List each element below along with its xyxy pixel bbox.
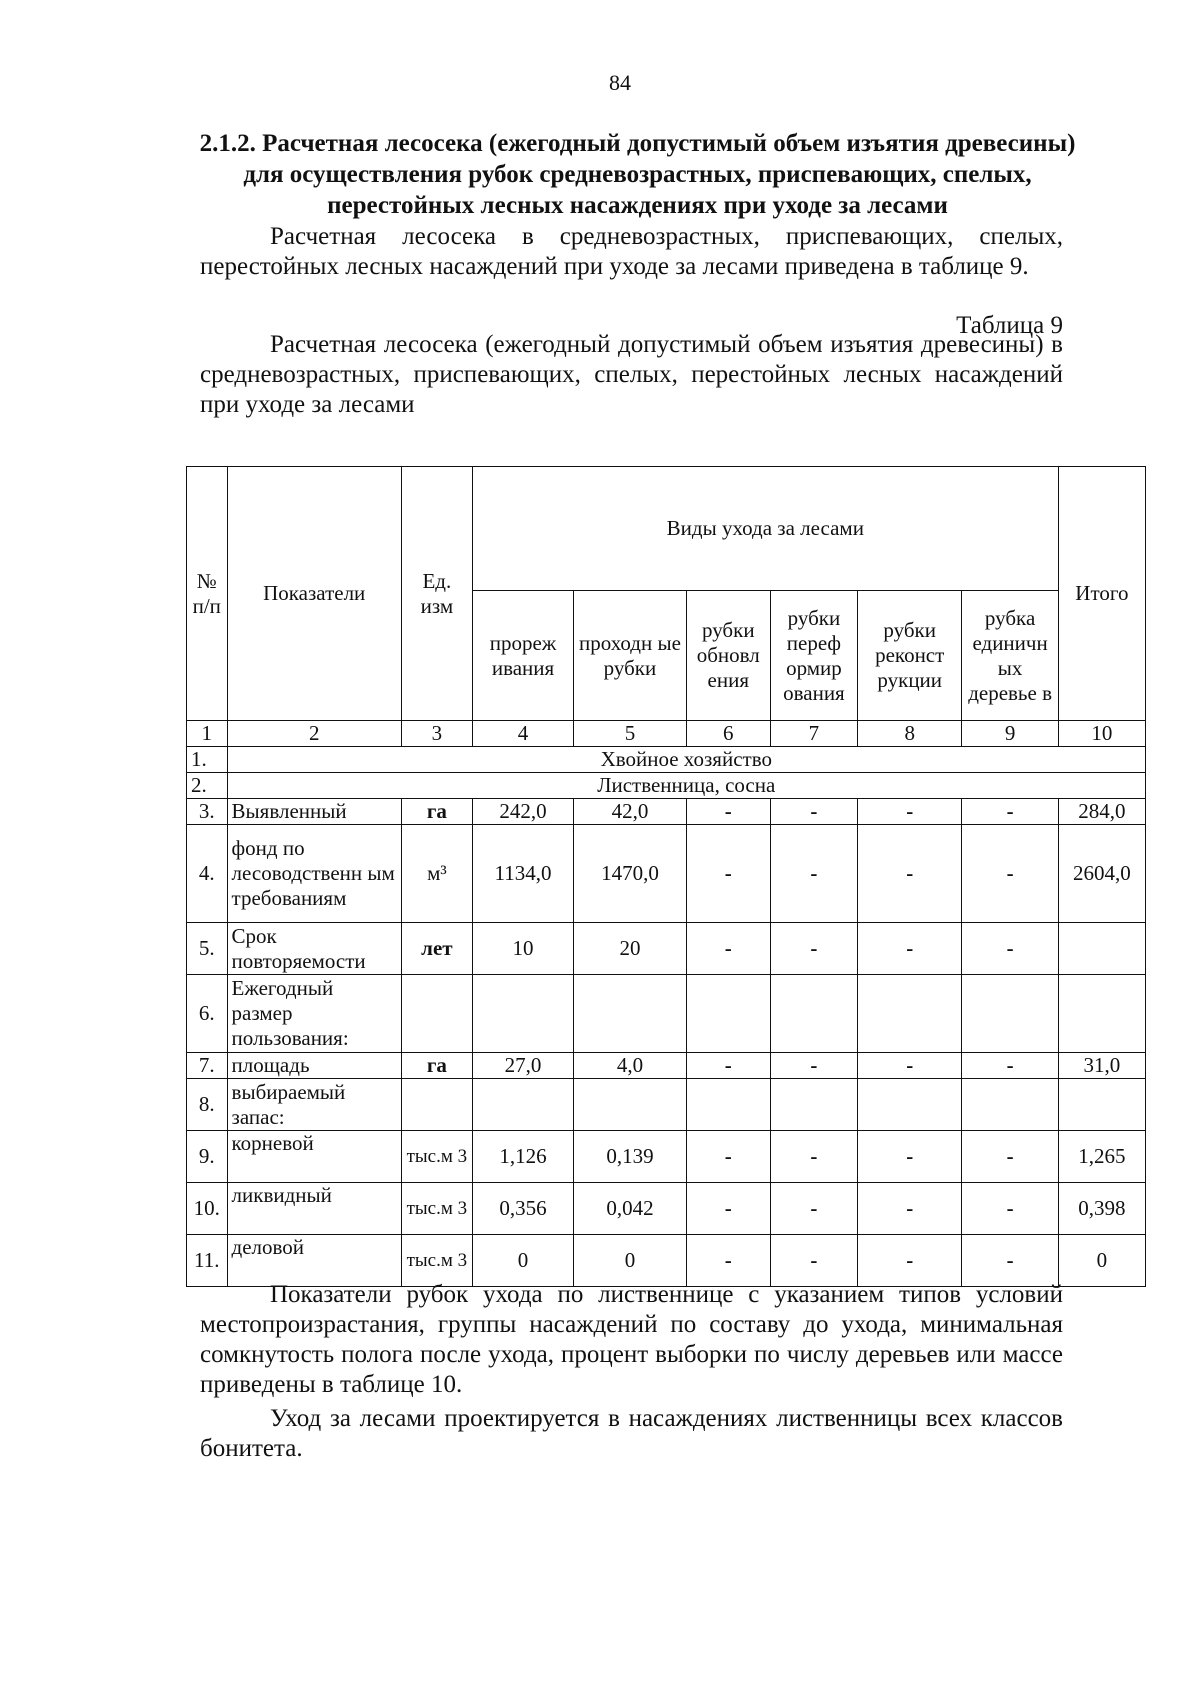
cell-value: -: [962, 923, 1058, 975]
row-label: корневой: [227, 1131, 401, 1183]
row-total: 284,0: [1058, 799, 1145, 825]
row-label: фонд по лесоводственн ым требованиям: [227, 825, 401, 923]
cell-value: [858, 1079, 962, 1131]
row-label: выбираемый запас:: [227, 1079, 401, 1131]
header-total: Итого: [1058, 467, 1145, 721]
row-label: площадь: [227, 1053, 401, 1079]
section-label: Хвойное хозяйство: [227, 747, 1145, 773]
row-label: деловой: [227, 1235, 401, 1287]
column-number: 9: [962, 721, 1058, 747]
cell-value: [686, 1079, 770, 1131]
cell-value: 27,0: [472, 1053, 573, 1079]
cell-value: -: [770, 1235, 857, 1287]
page-number: 84: [609, 70, 631, 95]
row-total: [1058, 1079, 1145, 1131]
section-row: [187, 747, 1146, 773]
cell-value: -: [770, 1183, 857, 1235]
row-number: 2.: [187, 773, 228, 799]
row-unit: тыс.м 3: [401, 1131, 472, 1183]
cell-value: -: [770, 825, 857, 923]
cell-value: 1470,0: [574, 825, 687, 923]
cell-value: 0,042: [574, 1183, 687, 1235]
cell-value: -: [686, 1131, 770, 1183]
cell-value: -: [962, 1235, 1058, 1287]
header-subcol: прореж ивания: [472, 591, 573, 721]
cell-value: [858, 975, 962, 1053]
table-row: [187, 1079, 1146, 1131]
header-subcol: рубка единичн ых деревье в: [962, 591, 1058, 721]
row-unit: га: [401, 799, 472, 825]
row-total: 1,265: [1058, 1131, 1145, 1183]
cell-value: -: [962, 799, 1058, 825]
cell-value: -: [858, 1053, 962, 1079]
column-number: 4: [472, 721, 573, 747]
row-number: 9.: [187, 1131, 228, 1183]
cell-value: 1134,0: [472, 825, 573, 923]
section-label: Лиственница, сосна: [227, 773, 1145, 799]
cell-value: [962, 1079, 1058, 1131]
row-number: 7.: [187, 1053, 228, 1079]
row-number: 6.: [187, 975, 228, 1053]
row-unit: [401, 1079, 472, 1131]
cell-value: 0,139: [574, 1131, 687, 1183]
cell-value: -: [962, 1183, 1058, 1235]
column-number: 6: [686, 721, 770, 747]
row-number: 11.: [187, 1235, 228, 1287]
row-label: Выявленный: [227, 799, 401, 825]
cell-value: -: [686, 825, 770, 923]
table-row: [187, 1131, 1146, 1183]
cell-value: 1,126: [472, 1131, 573, 1183]
cell-value: -: [962, 1131, 1058, 1183]
row-unit: тыс.м 3: [401, 1183, 472, 1235]
cell-value: 0,356: [472, 1183, 573, 1235]
column-number: 2: [227, 721, 401, 747]
cell-value: -: [858, 1183, 962, 1235]
column-number: 8: [858, 721, 962, 747]
column-number: 3: [401, 721, 472, 747]
cell-value: -: [962, 825, 1058, 923]
row-number: 5.: [187, 923, 228, 975]
cell-value: -: [686, 1053, 770, 1079]
header-subcol: проходн ые рубки: [574, 591, 687, 721]
cell-value: 0: [574, 1235, 687, 1287]
row-total: 31,0: [1058, 1053, 1145, 1079]
row-label: ликвидный: [227, 1183, 401, 1235]
column-number: 10: [1058, 721, 1145, 747]
cell-value: 242,0: [472, 799, 573, 825]
row-number: 8.: [187, 1079, 228, 1131]
row-total: 2604,0: [1058, 825, 1145, 923]
table-row: [187, 1235, 1146, 1287]
row-unit: [401, 975, 472, 1053]
after-paragraph-1: Показатели рубок ухода по лиственнице с указанием типов условий местопроизрастания, группы насаждений по составу до ухода, минимальная сомкнутость полога после ухода, процент выборки по числу деревьев или массе приведены в таблице 10.: [200, 1281, 1063, 1398]
cell-value: -: [686, 923, 770, 975]
cell-value: 20: [574, 923, 687, 975]
column-number: 5: [574, 721, 687, 747]
row-label: Срок повторяемости: [227, 923, 401, 975]
row-number: 10.: [187, 1183, 228, 1235]
header-unit: Ед. изм: [401, 467, 472, 721]
table-row: [187, 799, 1146, 825]
row-total: [1058, 975, 1145, 1053]
after-paragraph-2: Уход за лесами проектируется в насаждениях лиственницы всех классов бонитета.: [200, 1405, 1063, 1462]
row-total: 0: [1058, 1235, 1145, 1287]
column-number: 7: [770, 721, 857, 747]
cell-value: -: [858, 1131, 962, 1183]
header-indicator: Показатели: [227, 467, 401, 721]
table-row: [187, 1053, 1146, 1079]
cell-value: 4,0: [574, 1053, 687, 1079]
cell-value: -: [858, 923, 962, 975]
header-subcol: рубки обновл ения: [686, 591, 770, 721]
table-row: [187, 975, 1146, 1053]
table-caption: Расчетная лесосека (ежегодный допустимый объем изъятия древесины) в средневозрастных, приспевающих, спелых, перестойных лесных насаждений при уходе за лесами: [200, 331, 1063, 418]
cell-value: -: [770, 1053, 857, 1079]
row-number: 1.: [187, 747, 228, 773]
cell-value: -: [770, 923, 857, 975]
cell-value: 42,0: [574, 799, 687, 825]
cell-value: -: [858, 825, 962, 923]
table-row: [187, 923, 1146, 975]
table-row: [187, 1183, 1146, 1235]
row-unit: м³: [401, 825, 472, 923]
row-total: 0,398: [1058, 1183, 1145, 1235]
row-unit: лет: [401, 923, 472, 975]
table-label: Таблица 9: [956, 312, 1063, 339]
header-subcol: рубки реконст рукции: [858, 591, 962, 721]
intro-paragraph: Расчетная лесосека в средневозрастных, приспевающих, спелых, перестойных лесных насаждений при уходе за лесами приведена в таблице 9.: [200, 223, 1063, 280]
cell-value: -: [770, 799, 857, 825]
header-subcol: рубки переф ормир ования: [770, 591, 857, 721]
cell-value: 0: [472, 1235, 573, 1287]
row-number: 3.: [187, 799, 228, 825]
row-unit: га: [401, 1053, 472, 1079]
cell-value: -: [686, 799, 770, 825]
cell-value: -: [686, 1235, 770, 1287]
allowable-cut-table: [186, 466, 1146, 1287]
cell-value: -: [770, 1131, 857, 1183]
column-number: 1: [187, 721, 228, 747]
header-num: № п/п: [187, 467, 228, 721]
section-heading: 2.1.2. Расчетная лесосека (ежегодный допустимый объем изъятия древесины) для осуществления рубок средневозрастных, приспевающих, спелых, перестойных лесных насаждениях при уходе за лесами: [199, 130, 1076, 219]
cell-value: [962, 975, 1058, 1053]
section-row: [187, 773, 1146, 799]
row-total: [1058, 923, 1145, 975]
cell-value: -: [858, 799, 962, 825]
header-care-types: Виды ухода за лесами: [472, 467, 1058, 591]
row-number: 4.: [187, 825, 228, 923]
cell-value: [574, 975, 687, 1053]
row-unit: тыс.м 3: [401, 1235, 472, 1287]
cell-value: -: [858, 1235, 962, 1287]
cell-value: [574, 1079, 687, 1131]
table-row: [187, 825, 1146, 923]
cell-value: [472, 975, 573, 1053]
cell-value: [770, 1079, 857, 1131]
cell-value: [686, 975, 770, 1053]
row-label: Ежегодный размер пользования:: [227, 975, 401, 1053]
cell-value: [770, 975, 857, 1053]
cell-value: 10: [472, 923, 573, 975]
cell-value: -: [686, 1183, 770, 1235]
cell-value: [472, 1079, 573, 1131]
cell-value: -: [962, 1053, 1058, 1079]
